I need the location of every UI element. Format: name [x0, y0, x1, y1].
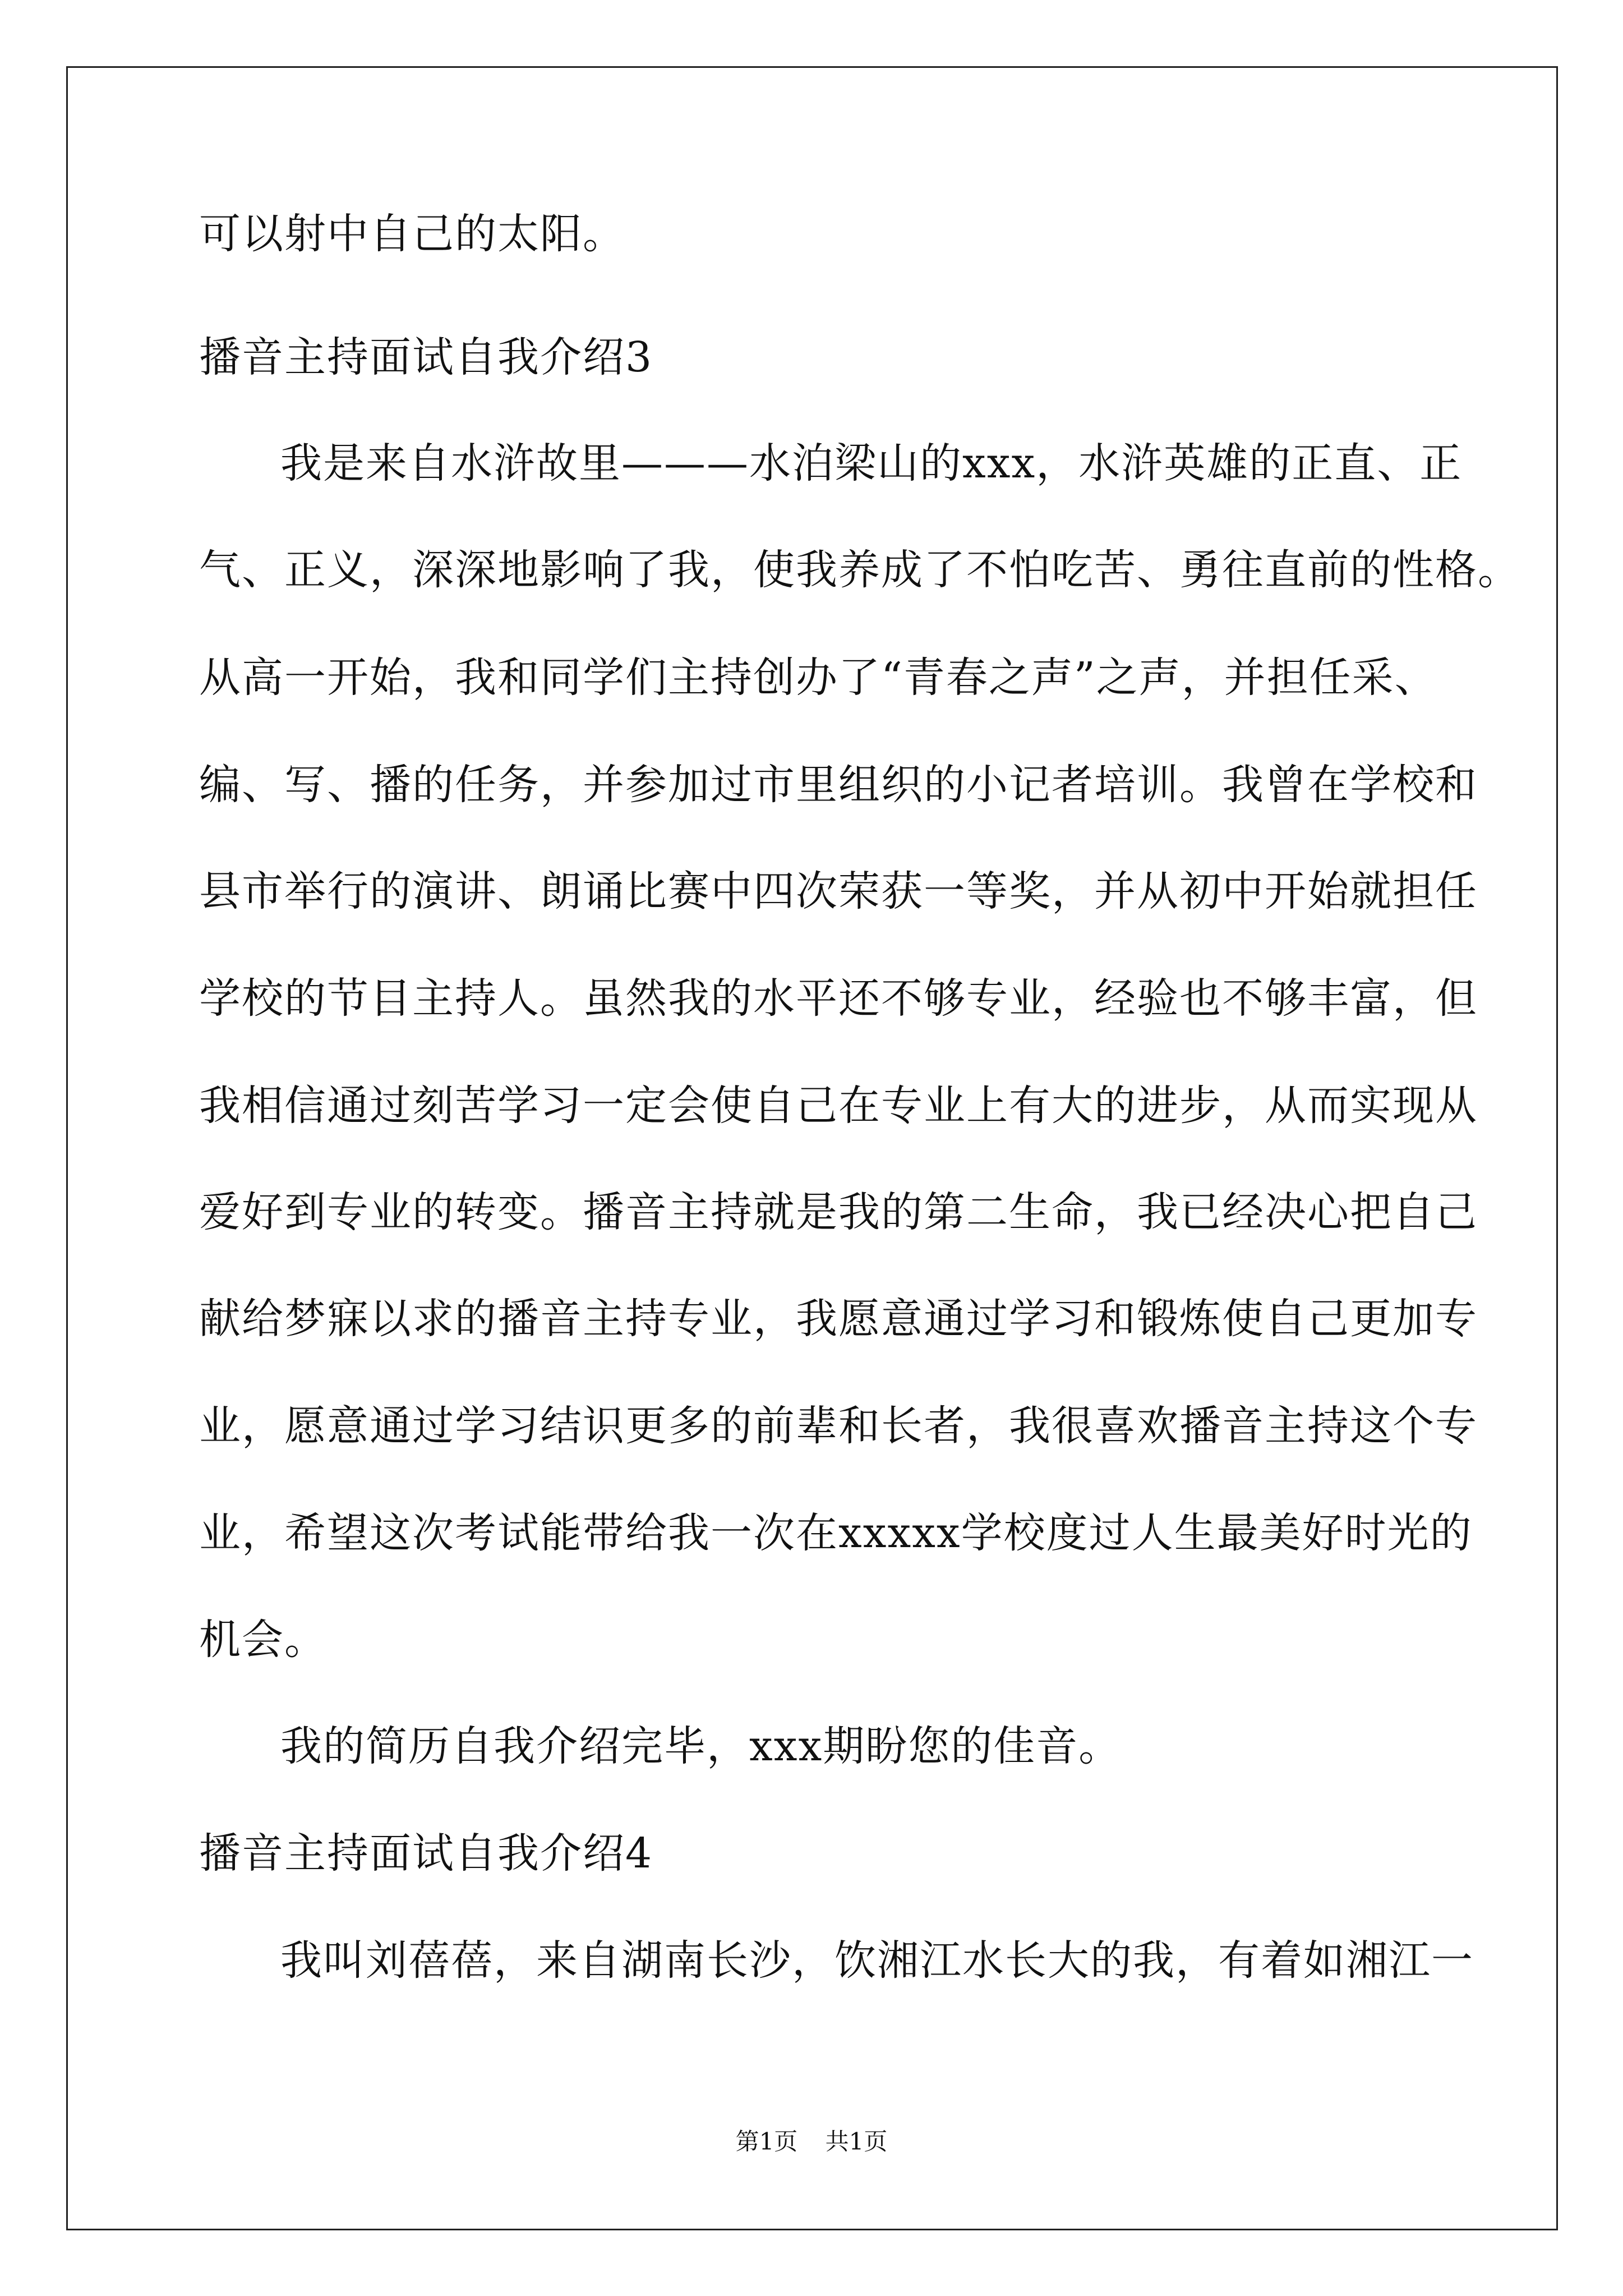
text-line-1: 可以射中自己的太阳。 [199, 210, 625, 258]
page-footer [0, 2125, 1623, 2159]
text-line-8: 学校的节目主持人。虽然我的水平还不够专业，经验也不够丰富，但 [199, 974, 1478, 1023]
text-line-17: 我叫刘蓓蓓，来自湖南长沙，饮湘江水长大的我，有着如湘江一 [280, 1936, 1474, 1985]
text-line-4: 气、正义，深深地影响了我，使我养成了不怕吃苦、勇往直前的性格。 [199, 546, 1520, 594]
section-heading-4: 播音主持面试自我介绍4 [199, 1829, 653, 1878]
text-line-5: 从高一开始，我和同学们主持创办了“青春之声”之声，并担任采、 [199, 654, 1437, 702]
text-line-15: 我的简历自我介绍完毕，xxx期盼您的佳音。 [280, 1722, 1122, 1770]
text-line-10: 爱好到专业的转变。播音主持就是我的第二生命，我已经决心把自己 [199, 1188, 1478, 1236]
text-line-6: 编、写、播的任务，并参加过市里组织的小记者培训。我曾在学校和 [199, 761, 1478, 809]
page-number: 第1页 [735, 2128, 798, 2155]
text-line-11: 献给梦寐以求的播音主持专业，我愿意通过学习和锻炼使自己更加专 [199, 1295, 1478, 1343]
text-line-3: 我是来自水浒故里———水泊梁山的xxx，水浒英雄的正直、正 [280, 439, 1463, 487]
page-border [66, 66, 1558, 2230]
text-line-13: 业，希望这次考试能带给我一次在xxxxx学校度过人生最美好时光的 [199, 1509, 1473, 1557]
text-line-7: 县市举行的演讲、朗诵比赛中四次荣获一等奖，并从初中开始就担任 [199, 867, 1478, 915]
text-line-14: 机会。 [199, 1616, 327, 1664]
text-line-9: 我相信通过刻苦学习一定会使自己在专业上有大的进步，从而实现从 [199, 1082, 1478, 1130]
page-total: 共1页 [825, 2128, 888, 2155]
section-heading-3: 播音主持面试自我介绍3 [199, 333, 653, 381]
text-line-12: 业，愿意通过学习结识更多的前辈和长者，我很喜欢播音主持这个专 [199, 1402, 1478, 1450]
